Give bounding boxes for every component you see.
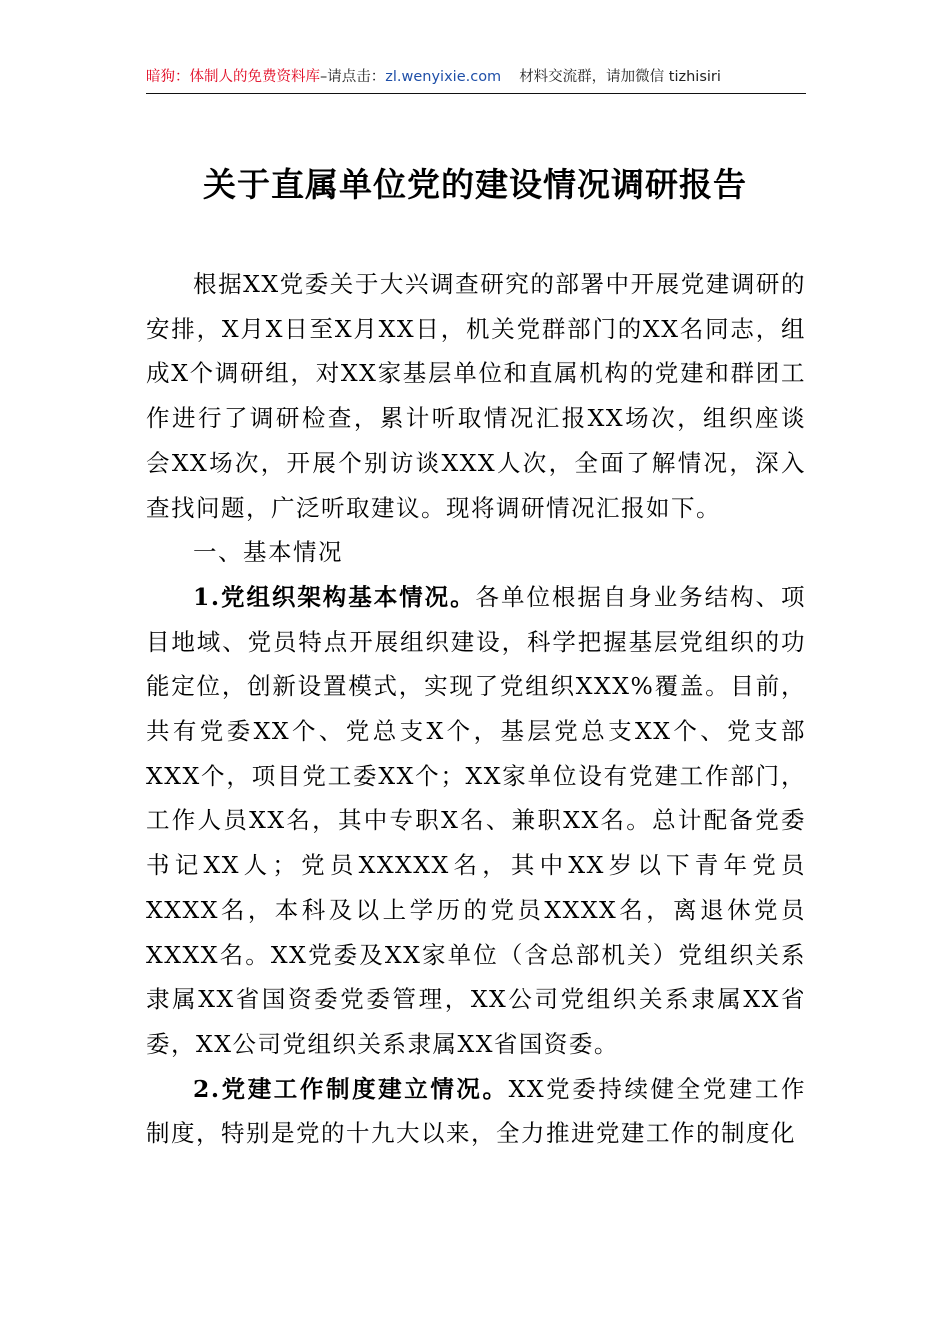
header-divider <box>146 93 806 94</box>
intro-paragraph: 根据XX党委关于大兴调查研究的部署中开展党建调研的安排，X月X日至X月XX日，机关党群部门的XX名同志，组成X个调研组，对XX家基层单位和直属机构的党建和群团工作进行了调研检查，累计听取情况汇报XX场次，组织座谈会XX场次，开展个别访谈XXX人次，全面了解情况，深入查找问题，广泛听取建议。现将调研情况汇报如下。 <box>146 270 806 522</box>
item-2-text: XX党委持续健全党建工作制度，特别是党的十九大以来，全力推进党建工作的制度化 <box>146 1074 806 1148</box>
document-body <box>146 262 806 1156</box>
page-header <box>146 66 806 88</box>
paragraph-item-1 <box>146 575 806 1067</box>
header-brand: 暗狗：体制人的免费资料库 <box>146 69 320 85</box>
item-1-text: 各单位根据自身业务结构、项目地域、党员特点开展组织建设，科学把握基层党组织的功能定位，创新设置模式，实现了党组织XXX%覆盖。目前，共有党委XX个、党总支X个，基层党总支XX个、党支部XXX个，项目党工委XX个；XX家单位设有党建工作部门，工作人员XX名，其中专职X名、兼职XX名。总计配备党委书记XX人；党员XXXXX名，其中XX岁以下青年党员XXXX名，本科及以上学历的党员XXXX名，离退休党员XXXX名。XX党委及XX家单位（含总部机关）党组织关系隶属XX省国资委党委管理，XX公司党组织关系隶属XX省委，XX公司党组织关系隶属XX省国资委。 <box>146 582 807 1058</box>
header-url-link[interactable]: zl.wenyixie.com <box>385 69 502 85</box>
section-heading: 一、基本情况 <box>193 538 343 567</box>
header-wechat-note: 材料交流群，请加微信 tizhisiri <box>519 69 721 85</box>
item-1-title: 1.党组织架构基本情况。 <box>193 582 476 611</box>
paragraph-item-2 <box>146 1067 806 1156</box>
item-2-title: 2.党建工作制度建立情况。 <box>193 1074 509 1103</box>
document-title: 关于直属单位党的建设情况调研报告 <box>203 165 747 204</box>
header-click-prompt: –请点击： <box>320 69 386 85</box>
